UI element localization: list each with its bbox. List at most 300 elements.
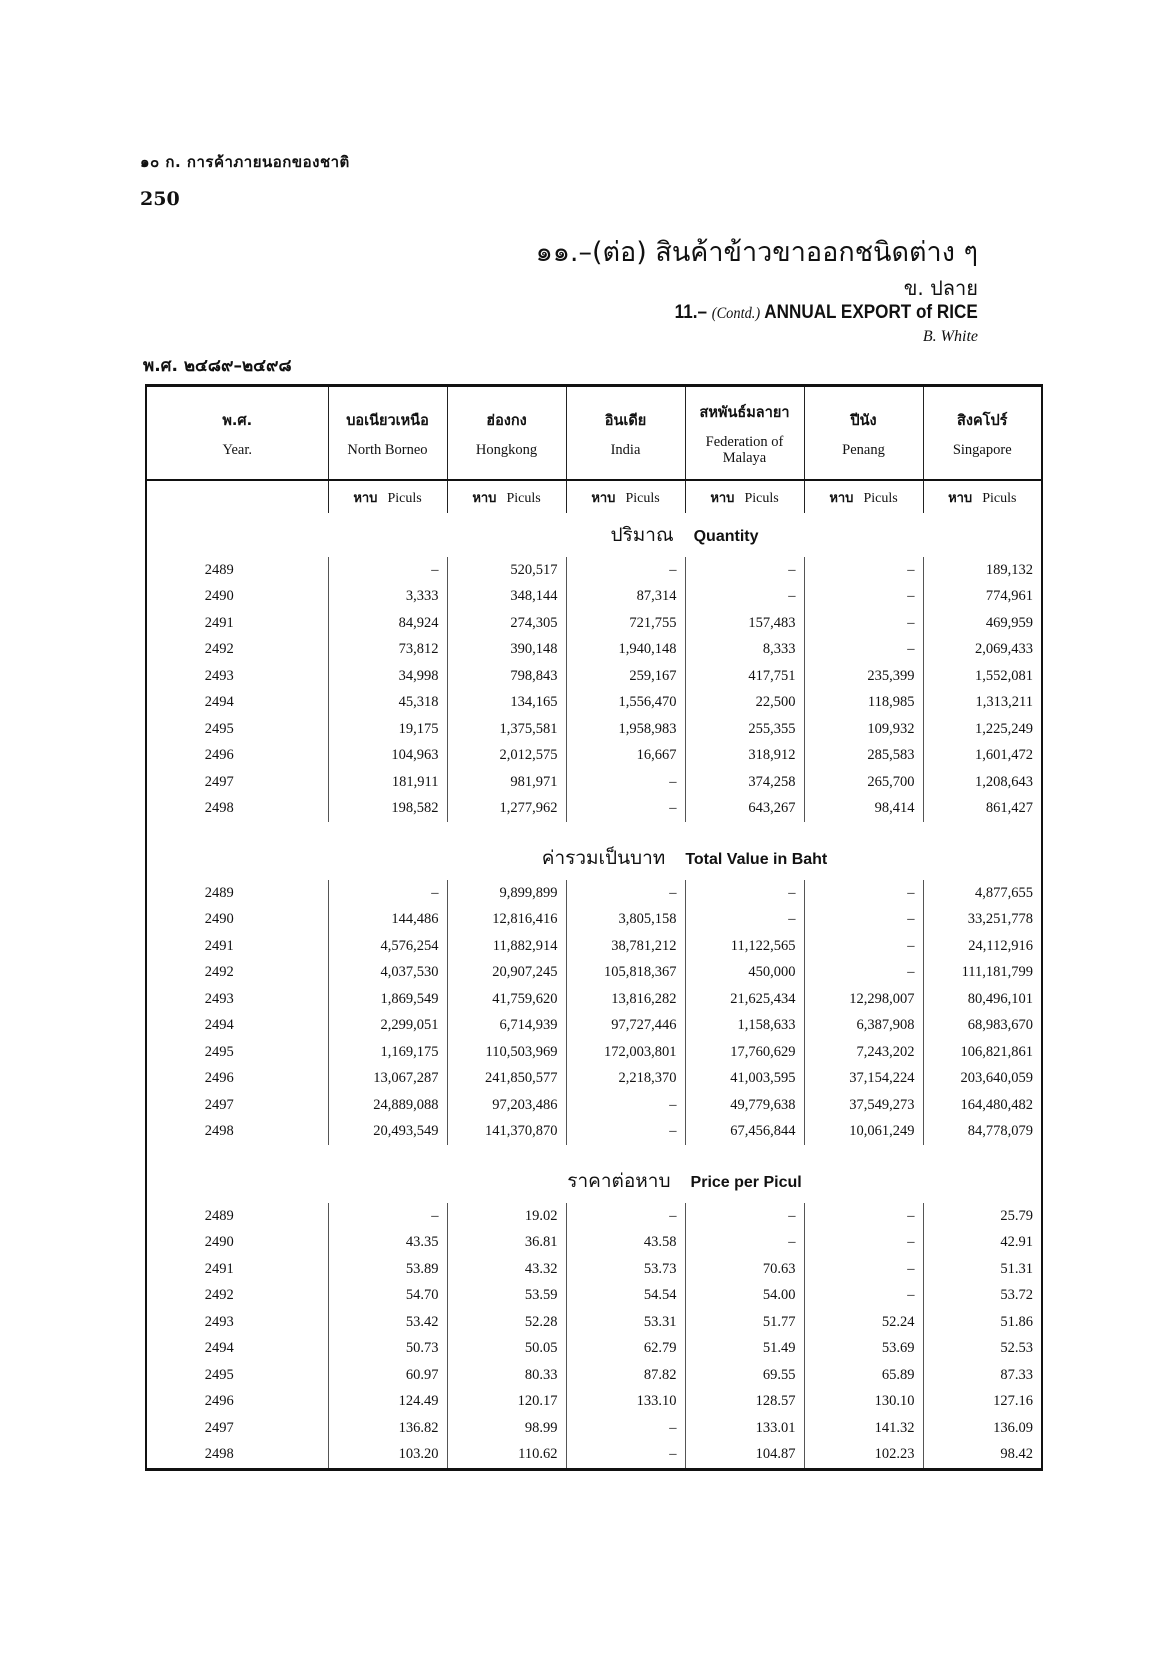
column-header-english: India (610, 441, 641, 458)
value-cell: – (685, 907, 804, 934)
value-cell: 22,500 (685, 690, 804, 717)
value-cell: 3,805,158 (566, 907, 685, 934)
table-row (146, 584, 1042, 611)
unit-cell (804, 480, 923, 513)
value-cell: – (328, 557, 447, 584)
value-cell: 20,907,245 (447, 960, 566, 987)
column-header-thai: บอเนียวเหนือ (346, 412, 429, 429)
table-row (146, 1309, 1042, 1336)
value-cell: 50.05 (447, 1336, 566, 1363)
value-cell: 9,899,899 (447, 880, 566, 907)
unit-cell (146, 480, 328, 513)
value-cell: 104,963 (328, 743, 447, 770)
value-cell: – (328, 880, 447, 907)
value-cell: 45,318 (328, 690, 447, 717)
table-row (146, 1336, 1042, 1363)
year-cell: 2493 (204, 667, 234, 684)
value-cell: 7,243,202 (804, 1039, 923, 1066)
value-cell: – (566, 769, 685, 796)
section-title-english: Total Value in Baht (685, 851, 828, 868)
value-cell: 80,496,101 (923, 986, 1042, 1013)
unit-english: Piculs (982, 490, 1017, 506)
value-cell: 1,208,643 (923, 769, 1042, 796)
value-cell: 17,760,629 (685, 1039, 804, 1066)
value-cell: 1,375,581 (447, 716, 566, 743)
value-cell: 54.70 (328, 1283, 447, 1310)
section-heading (328, 513, 1042, 557)
header-row (146, 386, 1042, 481)
value-cell: – (804, 1256, 923, 1283)
value-cell: 798,843 (447, 663, 566, 690)
value-cell: 102.23 (804, 1442, 923, 1470)
value-cell: 49,779,638 (685, 1092, 804, 1119)
value-cell: 37,154,224 (804, 1066, 923, 1093)
section-spacer (146, 1145, 1042, 1159)
table-row (146, 1283, 1042, 1310)
value-cell: 390,148 (447, 637, 566, 664)
column-header-thai: สิงคโปร์ (957, 412, 1008, 429)
title-en-contd: (Contd.) (712, 305, 761, 322)
value-cell: 981,971 (447, 769, 566, 796)
section-title-thai: ราคาต่อหาบ (567, 1170, 671, 1192)
unit-cell (328, 480, 447, 513)
table-row (146, 637, 1042, 664)
value-cell: – (804, 960, 923, 987)
value-cell: 141,370,870 (447, 1119, 566, 1146)
year-cell: 2489 (204, 561, 234, 578)
year-cell: 2491 (204, 937, 234, 954)
value-cell: 25.79 (923, 1203, 1042, 1230)
subtitle-thai: ข. ปลาย (903, 276, 978, 300)
value-cell: 98,414 (804, 796, 923, 823)
value-cell: 1,552,081 (923, 663, 1042, 690)
table-row (146, 880, 1042, 907)
value-cell: 4,877,655 (923, 880, 1042, 907)
value-cell: 1,225,249 (923, 716, 1042, 743)
value-cell: 128.57 (685, 1389, 804, 1416)
value-cell: 1,556,470 (566, 690, 685, 717)
value-cell: 110.62 (447, 1442, 566, 1470)
year-cell: 2496 (204, 1070, 234, 1087)
value-cell: 8,333 (685, 637, 804, 664)
table-row (146, 1389, 1042, 1416)
value-cell: 141.32 (804, 1415, 923, 1442)
value-cell: 68,983,670 (923, 1013, 1042, 1040)
value-cell: 164,480,482 (923, 1092, 1042, 1119)
column-header-thai: พ.ศ. (222, 412, 253, 429)
table-row (146, 690, 1042, 717)
year-cell: 2495 (204, 1043, 234, 1060)
title-en-number: 11.– (674, 302, 708, 323)
value-cell: 861,427 (923, 796, 1042, 823)
value-cell: 136.82 (328, 1415, 447, 1442)
section-spacer (146, 822, 1042, 836)
column-header-english: Year. (222, 441, 253, 458)
value-cell: 52.28 (447, 1309, 566, 1336)
value-cell: 73,812 (328, 637, 447, 664)
year-cell: 2490 (204, 1234, 234, 1251)
section-spacer-cell (146, 822, 1042, 836)
table-body (146, 513, 1042, 1470)
value-cell: – (804, 1230, 923, 1257)
value-cell: 259,167 (566, 663, 685, 690)
year-cell: 2491 (204, 1260, 234, 1277)
value-cell: 19.02 (447, 1203, 566, 1230)
year-cell: 2492 (204, 1287, 234, 1304)
table-row (146, 1256, 1042, 1283)
table-row (146, 1415, 1042, 1442)
value-cell: 450,000 (685, 960, 804, 987)
value-cell: 16,667 (566, 743, 685, 770)
value-cell: 20,493,549 (328, 1119, 447, 1146)
year-cell: 2494 (204, 1340, 234, 1357)
table-row (146, 1013, 1042, 1040)
unit-thai: หาบ (710, 490, 735, 506)
value-cell: 13,816,282 (566, 986, 685, 1013)
value-cell: 109,932 (804, 716, 923, 743)
page-number: 250 (140, 188, 180, 210)
value-cell: 348,144 (447, 584, 566, 611)
year-cell: 2497 (204, 1419, 234, 1436)
value-cell: 2,012,575 (447, 743, 566, 770)
unit-thai: หาบ (472, 490, 497, 506)
value-cell: 51.77 (685, 1309, 804, 1336)
value-cell: 110,503,969 (447, 1039, 566, 1066)
value-cell: 643,267 (685, 796, 804, 823)
value-cell: – (566, 796, 685, 823)
value-cell: 98.42 (923, 1442, 1042, 1470)
unit-thai: หาบ (948, 490, 973, 506)
column-header-thai: ฮ่องกง (486, 412, 527, 429)
column-header-english: North Borneo (347, 441, 428, 458)
value-cell: 157,483 (685, 610, 804, 637)
table-row (146, 1039, 1042, 1066)
value-cell: 80.33 (447, 1362, 566, 1389)
value-cell: – (566, 880, 685, 907)
value-cell: – (566, 1442, 685, 1470)
value-cell: 11,122,565 (685, 933, 804, 960)
value-cell: – (804, 584, 923, 611)
column-header (328, 386, 447, 481)
value-cell: 42.91 (923, 1230, 1042, 1257)
value-cell: 84,778,079 (923, 1119, 1042, 1146)
year-cell: 2489 (204, 1207, 234, 1224)
year-cell: 2494 (204, 694, 234, 711)
table-row (146, 796, 1042, 823)
year-cell: 2497 (204, 773, 234, 790)
value-cell: 136.09 (923, 1415, 1042, 1442)
value-cell: – (804, 907, 923, 934)
year-cell: 2498 (204, 1446, 234, 1463)
value-cell: 1,958,983 (566, 716, 685, 743)
column-header (804, 386, 923, 481)
value-cell: 721,755 (566, 610, 685, 637)
value-cell: 87.33 (923, 1362, 1042, 1389)
table-row (146, 960, 1042, 987)
value-cell: 203,640,059 (923, 1066, 1042, 1093)
unit-thai: หาบ (353, 490, 378, 506)
section-reference: ๑๐ ก. การค้าภายนอกของชาติ (140, 153, 350, 171)
section-heading-spacer (146, 836, 328, 880)
value-cell: 1,158,633 (685, 1013, 804, 1040)
value-cell: – (685, 880, 804, 907)
year-cell: 2494 (204, 1017, 234, 1034)
section-spacer-cell (146, 1145, 1042, 1159)
value-cell: 235,399 (804, 663, 923, 690)
value-cell: 34,998 (328, 663, 447, 690)
value-cell: 106,821,861 (923, 1039, 1042, 1066)
value-cell: 2,218,370 (566, 1066, 685, 1093)
value-cell: 36.81 (447, 1230, 566, 1257)
value-cell: 21,625,434 (685, 986, 804, 1013)
value-cell: 53.31 (566, 1309, 685, 1336)
value-cell: – (804, 880, 923, 907)
value-cell: – (804, 1203, 923, 1230)
value-cell: – (685, 1203, 804, 1230)
value-cell: 1,169,175 (328, 1039, 447, 1066)
table-row (146, 1442, 1042, 1470)
year-cell: 2495 (204, 720, 234, 737)
value-cell: – (566, 1203, 685, 1230)
value-cell: 255,355 (685, 716, 804, 743)
value-cell: 4,037,530 (328, 960, 447, 987)
value-cell: 12,816,416 (447, 907, 566, 934)
value-cell: 124.49 (328, 1389, 447, 1416)
value-cell: 285,583 (804, 743, 923, 770)
value-cell: – (804, 933, 923, 960)
column-header-english: Hongkong (475, 441, 538, 458)
value-cell: 97,203,486 (447, 1092, 566, 1119)
value-cell: 53.73 (566, 1256, 685, 1283)
value-cell: – (685, 584, 804, 611)
section-heading (328, 1159, 1042, 1203)
table-row (146, 907, 1042, 934)
unit-row (146, 480, 1042, 513)
value-cell: 6,387,908 (804, 1013, 923, 1040)
export-table (145, 384, 1043, 1471)
value-cell: 37,549,273 (804, 1092, 923, 1119)
value-cell: 189,132 (923, 557, 1042, 584)
value-cell: 84,924 (328, 610, 447, 637)
value-cell: – (566, 1415, 685, 1442)
table-row (146, 1203, 1042, 1230)
value-cell: 43.58 (566, 1230, 685, 1257)
value-cell: 133.01 (685, 1415, 804, 1442)
unit-english: Piculs (625, 490, 660, 506)
table-header (146, 386, 1042, 514)
table-row (146, 933, 1042, 960)
section-title-english: Quantity (693, 528, 759, 545)
unit-thai: หาบ (591, 490, 616, 506)
year-cell: 2497 (204, 1096, 234, 1113)
year-cell: 2492 (204, 641, 234, 658)
table-row (146, 769, 1042, 796)
value-cell: 54.00 (685, 1283, 804, 1310)
value-cell: 103.20 (328, 1442, 447, 1470)
value-cell: 2,069,433 (923, 637, 1042, 664)
value-cell: 54.54 (566, 1283, 685, 1310)
value-cell: 53.72 (923, 1283, 1042, 1310)
value-cell: 24,112,916 (923, 933, 1042, 960)
value-cell: 65.89 (804, 1362, 923, 1389)
value-cell: 51.49 (685, 1336, 804, 1363)
value-cell: 130.10 (804, 1389, 923, 1416)
section-heading-spacer (146, 1159, 328, 1203)
section-title-english: Price per Picul (690, 1174, 802, 1191)
value-cell: 52.24 (804, 1309, 923, 1336)
value-cell: 274,305 (447, 610, 566, 637)
value-cell: 51.31 (923, 1256, 1042, 1283)
column-header (685, 386, 804, 481)
value-cell: 87,314 (566, 584, 685, 611)
value-cell: – (804, 637, 923, 664)
value-cell: – (566, 557, 685, 584)
value-cell: 41,003,595 (685, 1066, 804, 1093)
value-cell: 53.59 (447, 1283, 566, 1310)
column-header-english: Federation of Malaya (705, 433, 784, 466)
table-row (146, 1066, 1042, 1093)
year-cell: 2498 (204, 1123, 234, 1140)
column-header-english: Penang (842, 441, 885, 458)
value-cell: 67,456,844 (685, 1119, 804, 1146)
year-cell: 2490 (204, 588, 234, 605)
subtitle-english: B. White (922, 328, 978, 345)
year-cell: 2493 (204, 1313, 234, 1330)
table-row (146, 1230, 1042, 1257)
value-cell: 104.87 (685, 1442, 804, 1470)
value-cell: 38,781,212 (566, 933, 685, 960)
value-cell: 43.35 (328, 1230, 447, 1257)
year-cell: 2490 (204, 911, 234, 928)
value-cell: 70.63 (685, 1256, 804, 1283)
title-en-main: ANNUAL EXPORT of RICE (764, 302, 978, 323)
section-heading (328, 836, 1042, 880)
value-cell: 43.32 (447, 1256, 566, 1283)
value-cell: 41,759,620 (447, 986, 566, 1013)
value-cell: 134,165 (447, 690, 566, 717)
value-cell: 53.69 (804, 1336, 923, 1363)
section-heading-row (146, 836, 1042, 880)
year-cell: 2492 (204, 964, 234, 981)
unit-english: Piculs (387, 490, 422, 506)
column-header (566, 386, 685, 481)
value-cell: 181,911 (328, 769, 447, 796)
year-cell: 2496 (204, 747, 234, 764)
section-title-thai: ปริมาณ (610, 524, 674, 546)
value-cell: 98.99 (447, 1415, 566, 1442)
section-title-thai: ค่ารวมเป็นบาท (541, 847, 666, 869)
value-cell: 111,181,799 (923, 960, 1042, 987)
value-cell: 24,889,088 (328, 1092, 447, 1119)
value-cell: 33,251,778 (923, 907, 1042, 934)
year-cell: 2498 (204, 800, 234, 817)
value-cell: 318,912 (685, 743, 804, 770)
year-cell: 2491 (204, 614, 234, 631)
value-cell: 1,313,211 (923, 690, 1042, 717)
value-cell: 1,601,472 (923, 743, 1042, 770)
unit-english: Piculs (744, 490, 779, 506)
period-label: พ.ศ. ๒๔๘๙–๒๔๙๘ (143, 356, 292, 376)
value-cell: – (566, 1119, 685, 1146)
value-cell: 144,486 (328, 907, 447, 934)
value-cell: 19,175 (328, 716, 447, 743)
column-header-thai: สหพันธ์มลายา (699, 404, 790, 421)
value-cell: 87.82 (566, 1362, 685, 1389)
value-cell: 118,985 (804, 690, 923, 717)
value-cell: 60.97 (328, 1362, 447, 1389)
unit-cell (566, 480, 685, 513)
value-cell: 774,961 (923, 584, 1042, 611)
value-cell: 51.86 (923, 1309, 1042, 1336)
value-cell: 374,258 (685, 769, 804, 796)
value-cell: 52.53 (923, 1336, 1042, 1363)
value-cell: – (804, 557, 923, 584)
value-cell: 120.17 (447, 1389, 566, 1416)
value-cell: – (685, 557, 804, 584)
table-row (146, 663, 1042, 690)
value-cell: 10,061,249 (804, 1119, 923, 1146)
value-cell: 241,850,577 (447, 1066, 566, 1093)
column-header (923, 386, 1042, 481)
value-cell: 62.79 (566, 1336, 685, 1363)
unit-english: Piculs (506, 490, 541, 506)
value-cell: 198,582 (328, 796, 447, 823)
year-cell: 2489 (204, 884, 234, 901)
value-cell: 1,940,148 (566, 637, 685, 664)
value-cell: 53.42 (328, 1309, 447, 1336)
value-cell: – (566, 1092, 685, 1119)
unit-thai: หาบ (829, 490, 854, 506)
value-cell: 1,869,549 (328, 986, 447, 1013)
value-cell: 6,714,939 (447, 1013, 566, 1040)
year-cell: 2495 (204, 1366, 234, 1383)
value-cell: – (804, 610, 923, 637)
value-cell: 50.73 (328, 1336, 447, 1363)
year-cell: 2496 (204, 1393, 234, 1410)
unit-cell (923, 480, 1042, 513)
title-thai: ๑๑.–(ต่อ) สินค้าข้าวขาออกชนิดต่าง ๆ (535, 237, 978, 268)
value-cell: – (685, 1230, 804, 1257)
table-row (146, 1092, 1042, 1119)
year-cell: 2493 (204, 990, 234, 1007)
value-cell: 13,067,287 (328, 1066, 447, 1093)
value-cell: 1,277,962 (447, 796, 566, 823)
value-cell: 265,700 (804, 769, 923, 796)
value-cell: 97,727,446 (566, 1013, 685, 1040)
column-header (146, 386, 328, 481)
value-cell: 520,517 (447, 557, 566, 584)
value-cell: 133.10 (566, 1389, 685, 1416)
table-row (146, 1119, 1042, 1146)
value-cell: 12,298,007 (804, 986, 923, 1013)
value-cell: – (328, 1203, 447, 1230)
table-row (146, 1362, 1042, 1389)
value-cell: 417,751 (685, 663, 804, 690)
column-header-thai: อินเดีย (604, 412, 647, 429)
unit-cell (685, 480, 804, 513)
value-cell: 53.89 (328, 1256, 447, 1283)
value-cell: 127.16 (923, 1389, 1042, 1416)
title-english (675, 302, 978, 324)
value-cell: 4,576,254 (328, 933, 447, 960)
column-header (447, 386, 566, 481)
value-cell: 3,333 (328, 584, 447, 611)
value-cell: 11,882,914 (447, 933, 566, 960)
column-header-english: Singapore (952, 441, 1012, 458)
section-heading-row (146, 513, 1042, 557)
table-row (146, 986, 1042, 1013)
value-cell: 105,818,367 (566, 960, 685, 987)
